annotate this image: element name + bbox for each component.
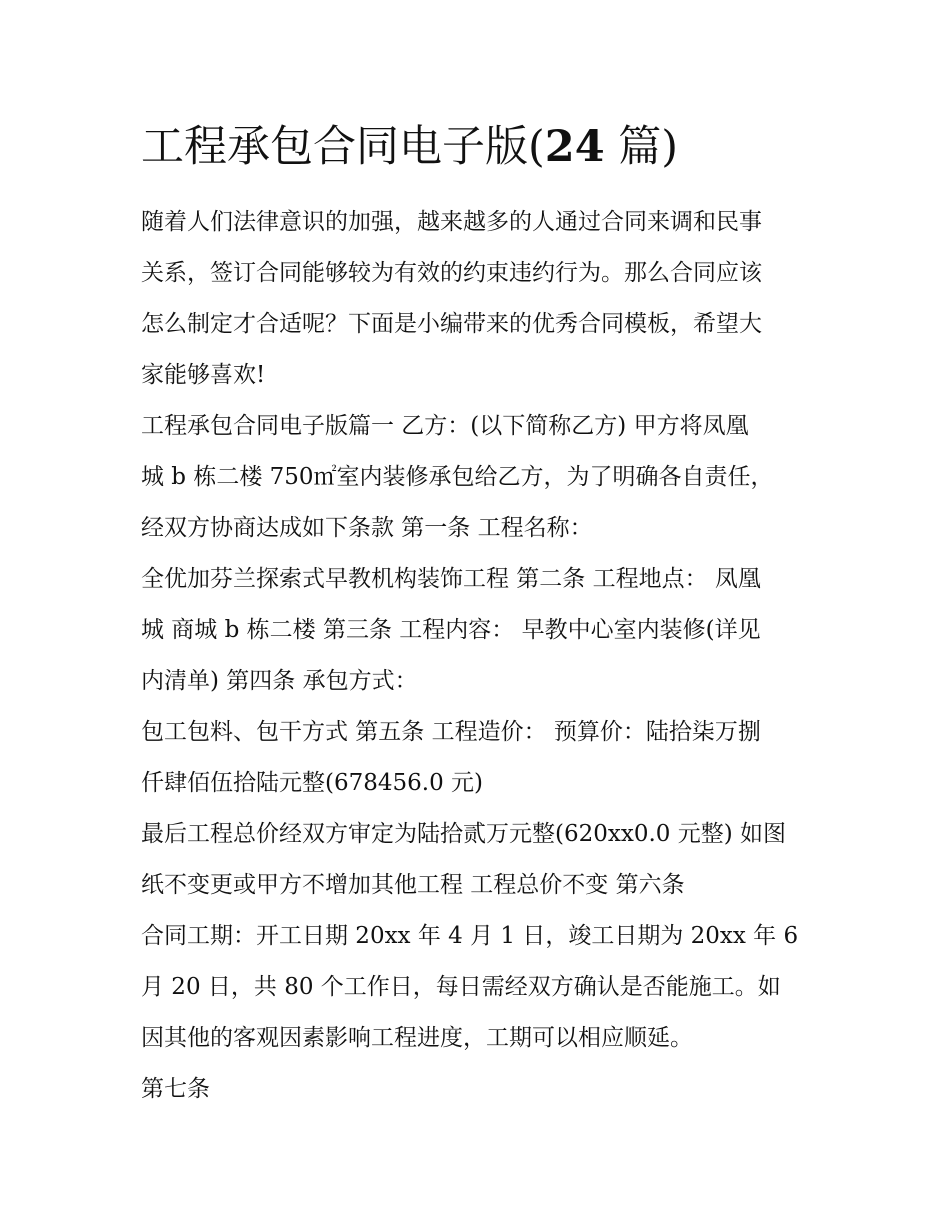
document-body <box>141 197 821 1115</box>
title-prefix: 工程承包合同电子版( <box>141 122 545 172</box>
body-line: 合同工期：开工日期 20xx 年 4 月 1 日，竣工日期为 20xx 年 6 <box>141 923 799 949</box>
body-line: 怎么制定才合适呢？下面是小编带来的优秀合同模板，希望大 <box>141 311 762 337</box>
body-line: 纸不变更或甲方不增加其他工程 工程总价不变 第六条 <box>141 872 685 898</box>
title-suffix: 篇) <box>604 122 679 172</box>
body-line: 最后工程总价经双方审定为陆拾贰万元整(620xx0.0 元整) 如图 <box>141 821 786 847</box>
body-line: 月 20 日，共 80 个工作日，每日需经双方确认是否能施工。如 <box>141 974 781 1000</box>
body-line: 随着人们法律意识的加强，越来越多的人通过合同来调和民事 <box>141 209 762 235</box>
body-line: 内清单) 第四条 承包方式： <box>141 668 418 694</box>
body-line: 经双方协商达成如下条款 第一条 工程名称： <box>141 515 593 541</box>
body-line: 城 商城 b 栋二楼 第三条 工程内容： 早教中心室内装修(详见 <box>141 617 761 643</box>
body-line: 工程承包合同电子版篇一 乙方：(以下简称乙方) 甲方将凤凰 <box>141 413 749 439</box>
body-line: 第七条 <box>141 1076 210 1102</box>
body-line: 家能够喜欢! <box>141 362 266 388</box>
title-number: 24 <box>544 122 605 172</box>
body-line: 关系，签订合同能够较为有效的约束违约行为。那么合同应该 <box>141 260 762 286</box>
body-line: 全优加芬兰探索式早教机构装饰工程 第二条 工程地点： 凤凰 <box>141 566 761 592</box>
document-title <box>141 116 678 178</box>
body-line: 仟肆佰伍拾陆元整(678456.0 元) <box>141 770 484 796</box>
body-line: 城 b 栋二楼 750㎡室内装修承包给乙方，为了明确各自责任， <box>141 464 774 490</box>
body-line: 包工包料、包干方式 第五条 工程造价： 预算价：陆拾柒万捌 <box>141 719 761 745</box>
body-line: 因其他的客观因素影响工程进度，工期可以相应顺延。 <box>141 1025 693 1051</box>
